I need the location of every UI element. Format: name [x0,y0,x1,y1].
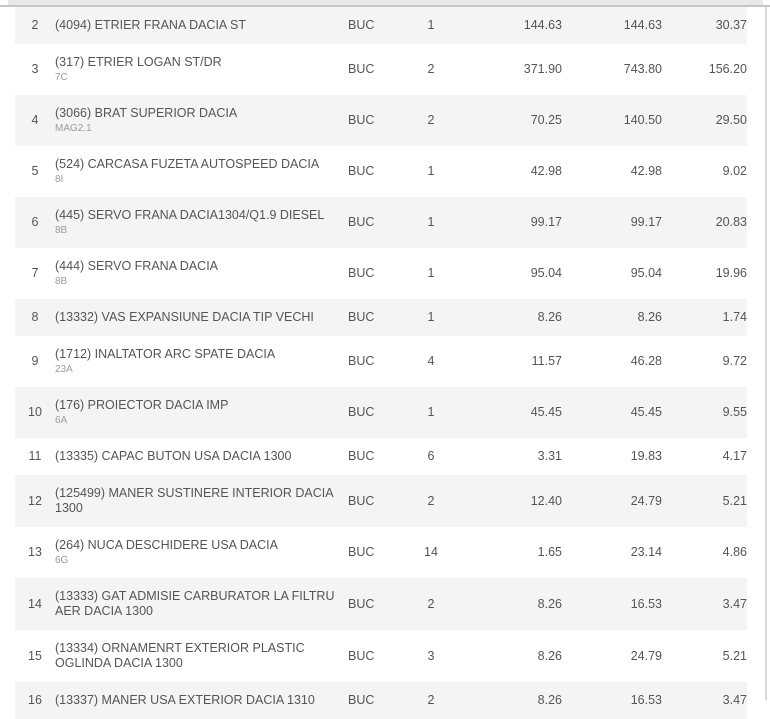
product-name: (264) NUCA DESCHIDERE USA DACIA [55,538,278,552]
quantity: 1 [400,7,462,44]
total-price: 8.26 [562,299,662,336]
table-row[interactable] [15,336,747,387]
quantity: 1 [400,387,462,438]
unit-of-measure: BUC [348,197,400,248]
row-number: 2 [15,7,55,44]
product-name: (125499) MANER SUSTINERE INTERIOR DACIA 1300 [55,486,333,515]
product-name: (13332) VAS EXPANSIUNE DACIA TIP VECHI [55,310,314,324]
product-name: (176) PROIECTOR DACIA IMP [55,398,229,412]
vat-amount: 3.47 [662,682,747,719]
product-name: (13335) CAPAC BUTON USA DACIA 1300 [55,449,292,463]
unit-of-measure: BUC [348,62,375,76]
product-name-cell [55,387,348,438]
unit-of-measure: BUC [348,578,400,630]
unit-price: 3.31 [537,449,562,463]
row-number: 10 [15,387,55,438]
unit-price: 42.98 [530,164,562,178]
product-name-cell [55,197,348,248]
product-name-cell [55,630,348,682]
unit-of-measure: BUC [348,387,400,438]
unit-price: 95.04 [530,266,562,280]
total-price: 45.45 [562,387,662,438]
unit-price: 1.65 [537,545,562,559]
vat-amount: 9.55 [662,387,747,438]
vat-amount: 5.21 [722,648,747,663]
unit-of-measure: BUC [348,682,400,719]
row-number: 5 [31,164,39,178]
vat-amount: 20.83 [662,197,747,248]
product-name-cell [55,527,348,578]
unit-price: 12.40 [462,475,562,527]
total-price: 144.63 [562,7,662,44]
product-name: (317) ETRIER LOGAN ST/DR [55,55,222,69]
unit-price: 8.26 [462,682,562,719]
product-name-cell [55,578,348,630]
product-name-cell [55,95,348,146]
row-number: 12 [15,475,55,527]
vat-amount: 5.21 [662,475,747,527]
total-price: 95.04 [630,266,662,280]
total-price: 16.53 [562,682,662,719]
product-name: (13334) ORNAMENRT EXTERIOR PLASTIC OGLINDA DACIA 1300 [55,641,305,670]
unit-of-measure: BUC [348,545,375,559]
product-location-code: 8I [55,174,64,185]
product-name-cell [55,7,348,44]
total-price: 23.14 [630,545,662,559]
row-number: 13 [28,545,42,559]
table-row[interactable] [15,299,747,336]
total-price: 19.83 [630,449,662,463]
product-name: (1712) INALTATOR ARC SPATE DACIA [55,347,276,361]
row-number: 4 [15,95,55,146]
total-price: 99.17 [562,197,662,248]
quantity: 1 [427,164,435,178]
product-location-code: 8B [55,276,68,287]
unit-price: 11.57 [531,354,562,368]
product-name-cell [55,44,348,95]
row-number: 11 [28,449,42,463]
table-row[interactable] [15,527,747,578]
vat-amount: 3.47 [662,578,747,630]
total-price: 42.98 [630,164,662,178]
quantity: 2 [400,682,462,719]
quantity: 1 [400,197,462,248]
vat-amount: 9.02 [722,164,747,178]
product-name-cell [55,438,348,475]
total-price: 24.79 [630,648,662,663]
table-row[interactable] [15,475,747,527]
table-row[interactable] [15,578,747,630]
vat-amount: 29.50 [662,95,747,146]
table-row[interactable] [15,44,747,95]
table-row[interactable] [15,95,747,146]
unit-of-measure: BUC [348,299,400,336]
items-table [15,7,747,719]
quantity: 4 [427,354,435,368]
total-price: 16.53 [562,578,662,630]
quantity: 6 [427,449,435,463]
table-right-border [765,7,767,700]
product-location-code: 6A [55,415,68,426]
product-location-code: 8B [55,225,68,236]
unit-of-measure: BUC [348,95,400,146]
table-row[interactable] [15,387,747,438]
vat-amount: 4.86 [722,545,747,559]
unit-of-measure: BUC [348,354,375,368]
product-name: (445) SERVO FRANA DACIA1304/Q1.9 DIESEL [55,208,325,222]
total-price: 743.80 [623,62,662,76]
product-location-code: 7C [55,72,68,83]
quantity: 2 [400,475,462,527]
row-number: 8 [15,299,55,336]
product-name: (4094) ETRIER FRANA DACIA ST [55,18,247,32]
quantity: 1 [427,266,435,280]
unit-price: 70.25 [462,95,562,146]
table-row[interactable] [15,630,747,682]
quantity: 2 [400,578,462,630]
table-row[interactable] [15,438,747,475]
vat-amount: 4.17 [722,449,747,463]
unit-price: 371.90 [523,62,562,76]
product-name: (524) CARCASA FUZETA AUTOSPEED DACIA [55,157,320,171]
total-price: 140.50 [562,95,662,146]
unit-price: 8.26 [462,299,562,336]
total-price: 24.79 [562,475,662,527]
unit-price: 144.63 [462,7,562,44]
vat-amount: 156.20 [708,62,747,76]
unit-of-measure: BUC [348,449,375,463]
row-number: 9 [31,354,39,368]
product-name-cell [55,336,348,387]
row-number: 6 [15,197,55,248]
vat-amount: 30.37 [662,7,747,44]
quantity: 2 [400,95,462,146]
row-number: 7 [31,266,39,280]
table-row[interactable] [15,197,747,248]
unit-of-measure: BUC [348,648,375,663]
vat-amount: 1.74 [662,299,747,336]
table-row[interactable] [15,682,747,719]
table-row[interactable] [15,248,747,299]
table-row[interactable] [15,7,747,44]
unit-price: 99.17 [462,197,562,248]
unit-price: 8.26 [462,578,562,630]
quantity: 14 [424,545,438,559]
table-row[interactable] [15,146,747,197]
product-name-cell [55,248,348,299]
row-number: 15 [28,648,42,663]
quantity: 1 [400,299,462,336]
total-price: 46.28 [630,354,662,368]
product-name: (13333) GAT ADMISIE CARBURATOR LA FILTRU AER DACIA 1300 [55,589,335,618]
row-number: 3 [31,62,39,76]
unit-of-measure: BUC [348,7,400,44]
unit-of-measure: BUC [348,266,375,280]
product-name-cell [55,475,348,527]
row-number: 16 [15,682,55,719]
vat-amount: 19.96 [715,266,747,280]
unit-of-measure: BUC [348,164,375,178]
product-location-code: 23A [55,364,73,375]
product-name: (3066) BRAT SUPERIOR DACIA [55,106,238,120]
row-number: 14 [15,578,55,630]
vat-amount: 9.72 [722,354,747,368]
unit-price: 45.45 [462,387,562,438]
product-name-cell [55,299,348,336]
unit-of-measure: BUC [348,475,400,527]
product-location-code: 6G [55,555,69,566]
unit-price: 8.26 [537,648,562,663]
quantity: 3 [427,648,435,663]
product-location-code: MAG2.1 [55,123,92,134]
product-name-cell [55,682,348,719]
product-name: (444) SERVO FRANA DACIA [55,259,219,273]
quantity: 2 [427,62,435,76]
product-name: (13337) MANER USA EXTERIOR DACIA 1310 [55,693,315,707]
product-name-cell [55,146,348,197]
